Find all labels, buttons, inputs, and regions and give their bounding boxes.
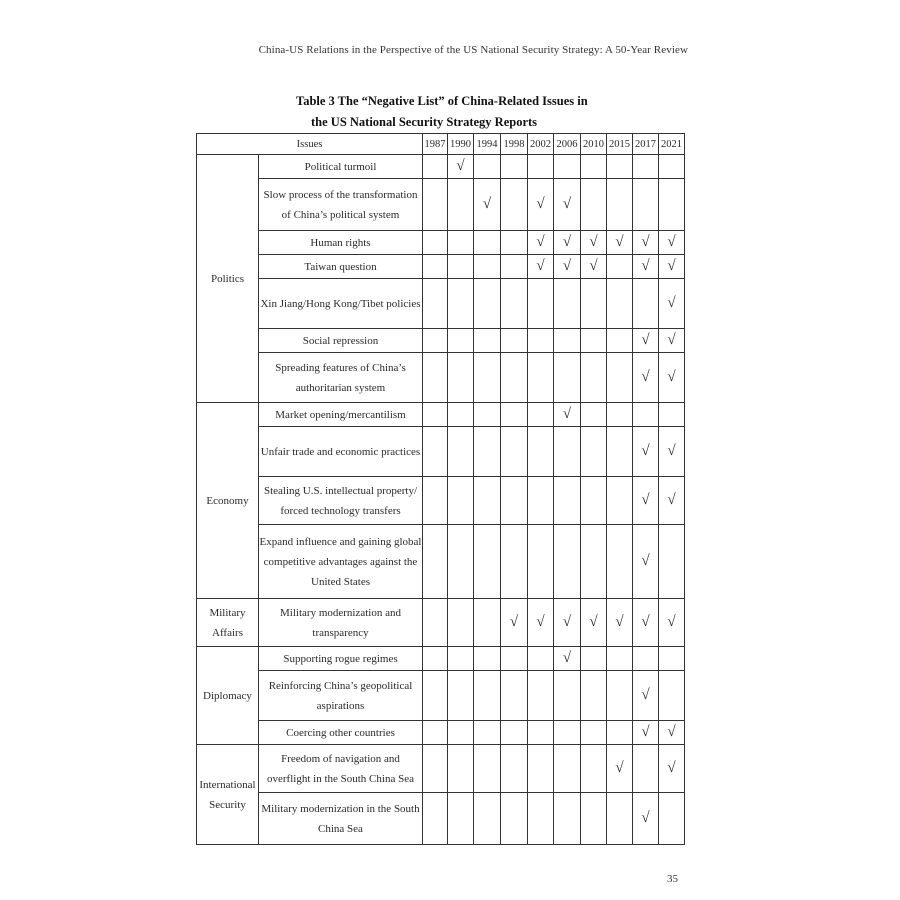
table-row — [197, 599, 685, 647]
empty-cell — [581, 525, 607, 599]
check-mark: √ — [633, 671, 659, 721]
empty-cell — [528, 477, 554, 525]
check-mark: √ — [607, 745, 633, 793]
empty-cell — [633, 647, 659, 671]
empty-cell — [501, 671, 528, 721]
year-header: 1990 — [448, 134, 474, 155]
issue-cell: Reinforcing China’s geopolitical aspirations — [259, 671, 423, 721]
table-row — [197, 647, 685, 671]
table-row — [197, 155, 685, 179]
empty-cell — [474, 403, 501, 427]
check-mark: √ — [554, 599, 581, 647]
check-mark: √ — [633, 231, 659, 255]
empty-cell — [633, 279, 659, 329]
empty-cell — [501, 353, 528, 403]
empty-cell — [448, 179, 474, 231]
empty-cell — [448, 599, 474, 647]
table-row — [197, 525, 685, 599]
check-mark: √ — [633, 525, 659, 599]
empty-cell — [474, 647, 501, 671]
empty-cell — [581, 329, 607, 353]
empty-cell — [474, 329, 501, 353]
empty-cell — [474, 155, 501, 179]
category-cell: Politics — [197, 155, 259, 403]
empty-cell — [607, 671, 633, 721]
empty-cell — [554, 477, 581, 525]
empty-cell — [423, 671, 448, 721]
year-header: 2010 — [581, 134, 607, 155]
table-row — [197, 353, 685, 403]
empty-cell — [554, 427, 581, 477]
check-mark: √ — [554, 647, 581, 671]
empty-cell — [448, 647, 474, 671]
empty-cell — [528, 671, 554, 721]
empty-cell — [659, 525, 685, 599]
issue-cell: Slow process of the transformation of China’s political system — [259, 179, 423, 231]
empty-cell — [528, 403, 554, 427]
empty-cell — [423, 231, 448, 255]
check-mark: √ — [659, 329, 685, 353]
year-header: 2002 — [528, 134, 554, 155]
empty-cell — [581, 721, 607, 745]
check-mark: √ — [474, 179, 501, 231]
empty-cell — [448, 721, 474, 745]
issue-cell: Coercing other countries — [259, 721, 423, 745]
empty-cell — [528, 647, 554, 671]
issue-cell: Xin Jiang/Hong Kong/Tibet policies — [259, 279, 423, 329]
empty-cell — [633, 155, 659, 179]
issue-cell: Freedom of navigation and overflight in the South China Sea — [259, 745, 423, 793]
year-header: 1994 — [474, 134, 501, 155]
empty-cell — [633, 745, 659, 793]
empty-cell — [633, 179, 659, 231]
year-header: 2006 — [554, 134, 581, 155]
issue-cell: Taiwan question — [259, 255, 423, 279]
check-mark: √ — [659, 745, 685, 793]
empty-cell — [528, 793, 554, 845]
check-mark: √ — [581, 231, 607, 255]
empty-cell — [448, 255, 474, 279]
empty-cell — [474, 353, 501, 403]
empty-cell — [501, 403, 528, 427]
year-header: 2017 — [633, 134, 659, 155]
empty-cell — [554, 353, 581, 403]
empty-cell — [448, 427, 474, 477]
empty-cell — [528, 745, 554, 793]
empty-cell — [581, 155, 607, 179]
empty-cell — [659, 155, 685, 179]
table-row — [197, 255, 685, 279]
check-mark: √ — [659, 721, 685, 745]
empty-cell — [607, 525, 633, 599]
empty-cell — [423, 793, 448, 845]
empty-cell — [423, 525, 448, 599]
empty-cell — [423, 745, 448, 793]
empty-cell — [607, 403, 633, 427]
empty-cell — [581, 353, 607, 403]
table-row — [197, 721, 685, 745]
empty-cell — [448, 403, 474, 427]
empty-cell — [501, 745, 528, 793]
empty-cell — [528, 329, 554, 353]
category-cell: Diplomacy — [197, 647, 259, 745]
empty-cell — [501, 179, 528, 231]
check-mark: √ — [554, 231, 581, 255]
issue-cell: Market opening/mercantilism — [259, 403, 423, 427]
empty-cell — [501, 525, 528, 599]
check-mark: √ — [633, 255, 659, 279]
table-caption — [296, 91, 588, 133]
check-mark: √ — [528, 179, 554, 231]
empty-cell — [607, 793, 633, 845]
table-row — [197, 179, 685, 231]
empty-cell — [554, 671, 581, 721]
table-row — [197, 793, 685, 845]
table-row — [197, 427, 685, 477]
empty-cell — [474, 721, 501, 745]
check-mark: √ — [659, 353, 685, 403]
issues-column-header: Issues — [197, 134, 423, 155]
empty-cell — [423, 255, 448, 279]
empty-cell — [607, 255, 633, 279]
empty-cell — [474, 671, 501, 721]
empty-cell — [528, 155, 554, 179]
table-row — [197, 745, 685, 793]
empty-cell — [448, 329, 474, 353]
year-header: 1987 — [423, 134, 448, 155]
empty-cell — [423, 353, 448, 403]
empty-cell — [423, 599, 448, 647]
empty-cell — [448, 671, 474, 721]
empty-cell — [423, 647, 448, 671]
empty-cell — [607, 179, 633, 231]
empty-cell — [581, 403, 607, 427]
empty-cell — [501, 231, 528, 255]
empty-cell — [501, 647, 528, 671]
table-row — [197, 403, 685, 427]
empty-cell — [659, 793, 685, 845]
empty-cell — [448, 477, 474, 525]
empty-cell — [423, 427, 448, 477]
empty-cell — [528, 525, 554, 599]
empty-cell — [607, 721, 633, 745]
issue-cell: Military modernization in the South China Sea — [259, 793, 423, 845]
issue-cell: Spreading features of China’s authoritarian system — [259, 353, 423, 403]
empty-cell — [581, 477, 607, 525]
empty-cell — [423, 179, 448, 231]
empty-cell — [423, 155, 448, 179]
check-mark: √ — [448, 155, 474, 179]
empty-cell — [581, 793, 607, 845]
table-row — [197, 279, 685, 329]
empty-cell — [501, 793, 528, 845]
empty-cell — [659, 671, 685, 721]
empty-cell — [474, 477, 501, 525]
check-mark: √ — [554, 255, 581, 279]
empty-cell — [607, 155, 633, 179]
check-mark: √ — [659, 477, 685, 525]
empty-cell — [448, 745, 474, 793]
empty-cell — [474, 599, 501, 647]
caption-line-2: the US National Security Strategy Reports — [311, 115, 538, 129]
year-header: 1998 — [501, 134, 528, 155]
check-mark: √ — [659, 599, 685, 647]
empty-cell — [474, 279, 501, 329]
empty-cell — [581, 427, 607, 477]
empty-cell — [581, 671, 607, 721]
check-mark: √ — [581, 255, 607, 279]
empty-cell — [448, 353, 474, 403]
issue-cell: Stealing U.S. intellectual property/ forced technology transfers — [259, 477, 423, 525]
issue-cell: Social repression — [259, 329, 423, 353]
check-mark: √ — [581, 599, 607, 647]
check-mark: √ — [633, 477, 659, 525]
empty-cell — [581, 745, 607, 793]
empty-cell — [659, 179, 685, 231]
empty-cell — [448, 279, 474, 329]
empty-cell — [607, 279, 633, 329]
empty-cell — [528, 427, 554, 477]
empty-cell — [659, 403, 685, 427]
category-cell: Economy — [197, 403, 259, 599]
table-row — [197, 477, 685, 525]
check-mark: √ — [659, 231, 685, 255]
empty-cell — [607, 329, 633, 353]
negative-list-table — [196, 133, 685, 845]
table-row — [197, 231, 685, 255]
check-mark: √ — [501, 599, 528, 647]
empty-cell — [554, 279, 581, 329]
empty-cell — [423, 403, 448, 427]
empty-cell — [554, 745, 581, 793]
check-mark: √ — [528, 231, 554, 255]
empty-cell — [607, 647, 633, 671]
check-mark: √ — [659, 255, 685, 279]
year-header: 2015 — [607, 134, 633, 155]
check-mark: √ — [554, 179, 581, 231]
check-mark: √ — [528, 255, 554, 279]
empty-cell — [474, 525, 501, 599]
empty-cell — [448, 525, 474, 599]
check-mark: √ — [633, 329, 659, 353]
empty-cell — [423, 721, 448, 745]
empty-cell — [581, 279, 607, 329]
empty-cell — [474, 231, 501, 255]
empty-cell — [474, 745, 501, 793]
empty-cell — [501, 155, 528, 179]
empty-cell — [554, 525, 581, 599]
issue-cell: Unfair trade and economic practices — [259, 427, 423, 477]
issue-cell: Political turmoil — [259, 155, 423, 179]
empty-cell — [528, 721, 554, 745]
empty-cell — [423, 477, 448, 525]
empty-cell — [501, 329, 528, 353]
empty-cell — [659, 647, 685, 671]
empty-cell — [474, 255, 501, 279]
empty-cell — [423, 329, 448, 353]
empty-cell — [474, 793, 501, 845]
table-row — [197, 329, 685, 353]
empty-cell — [554, 793, 581, 845]
empty-cell — [501, 255, 528, 279]
check-mark: √ — [659, 427, 685, 477]
check-mark: √ — [633, 353, 659, 403]
empty-cell — [554, 721, 581, 745]
issue-cell: Human rights — [259, 231, 423, 255]
issue-cell: Supporting rogue regimes — [259, 647, 423, 671]
check-mark: √ — [554, 403, 581, 427]
empty-cell — [448, 231, 474, 255]
check-mark: √ — [607, 231, 633, 255]
issue-cell: Expand influence and gaining global competitive advantages against the United States — [259, 525, 423, 599]
empty-cell — [607, 353, 633, 403]
table-header-row — [197, 134, 685, 155]
empty-cell — [607, 477, 633, 525]
page-number: 35 — [667, 873, 678, 885]
category-cell: International Security — [197, 745, 259, 845]
empty-cell — [607, 427, 633, 477]
check-mark: √ — [633, 793, 659, 845]
check-mark: √ — [528, 599, 554, 647]
check-mark: √ — [607, 599, 633, 647]
empty-cell — [581, 179, 607, 231]
empty-cell — [501, 427, 528, 477]
empty-cell — [501, 477, 528, 525]
empty-cell — [423, 279, 448, 329]
empty-cell — [501, 279, 528, 329]
caption-line-1: Table 3 The “Negative List” of China-Related Issues in — [296, 94, 588, 108]
empty-cell — [528, 279, 554, 329]
empty-cell — [554, 329, 581, 353]
empty-cell — [448, 793, 474, 845]
empty-cell — [528, 353, 554, 403]
check-mark: √ — [633, 599, 659, 647]
empty-cell — [633, 403, 659, 427]
check-mark: √ — [633, 721, 659, 745]
category-cell: Military Affairs — [197, 599, 259, 647]
empty-cell — [554, 155, 581, 179]
empty-cell — [581, 647, 607, 671]
empty-cell — [474, 427, 501, 477]
running-header: China-US Relations in the Perspective of the US National Security Strategy: A 50-Year Review — [258, 44, 688, 56]
table-body — [197, 155, 685, 845]
year-header: 2021 — [659, 134, 685, 155]
table-row — [197, 671, 685, 721]
check-mark: √ — [633, 427, 659, 477]
issue-cell: Military modernization and transparency — [259, 599, 423, 647]
empty-cell — [501, 721, 528, 745]
check-mark: √ — [659, 279, 685, 329]
